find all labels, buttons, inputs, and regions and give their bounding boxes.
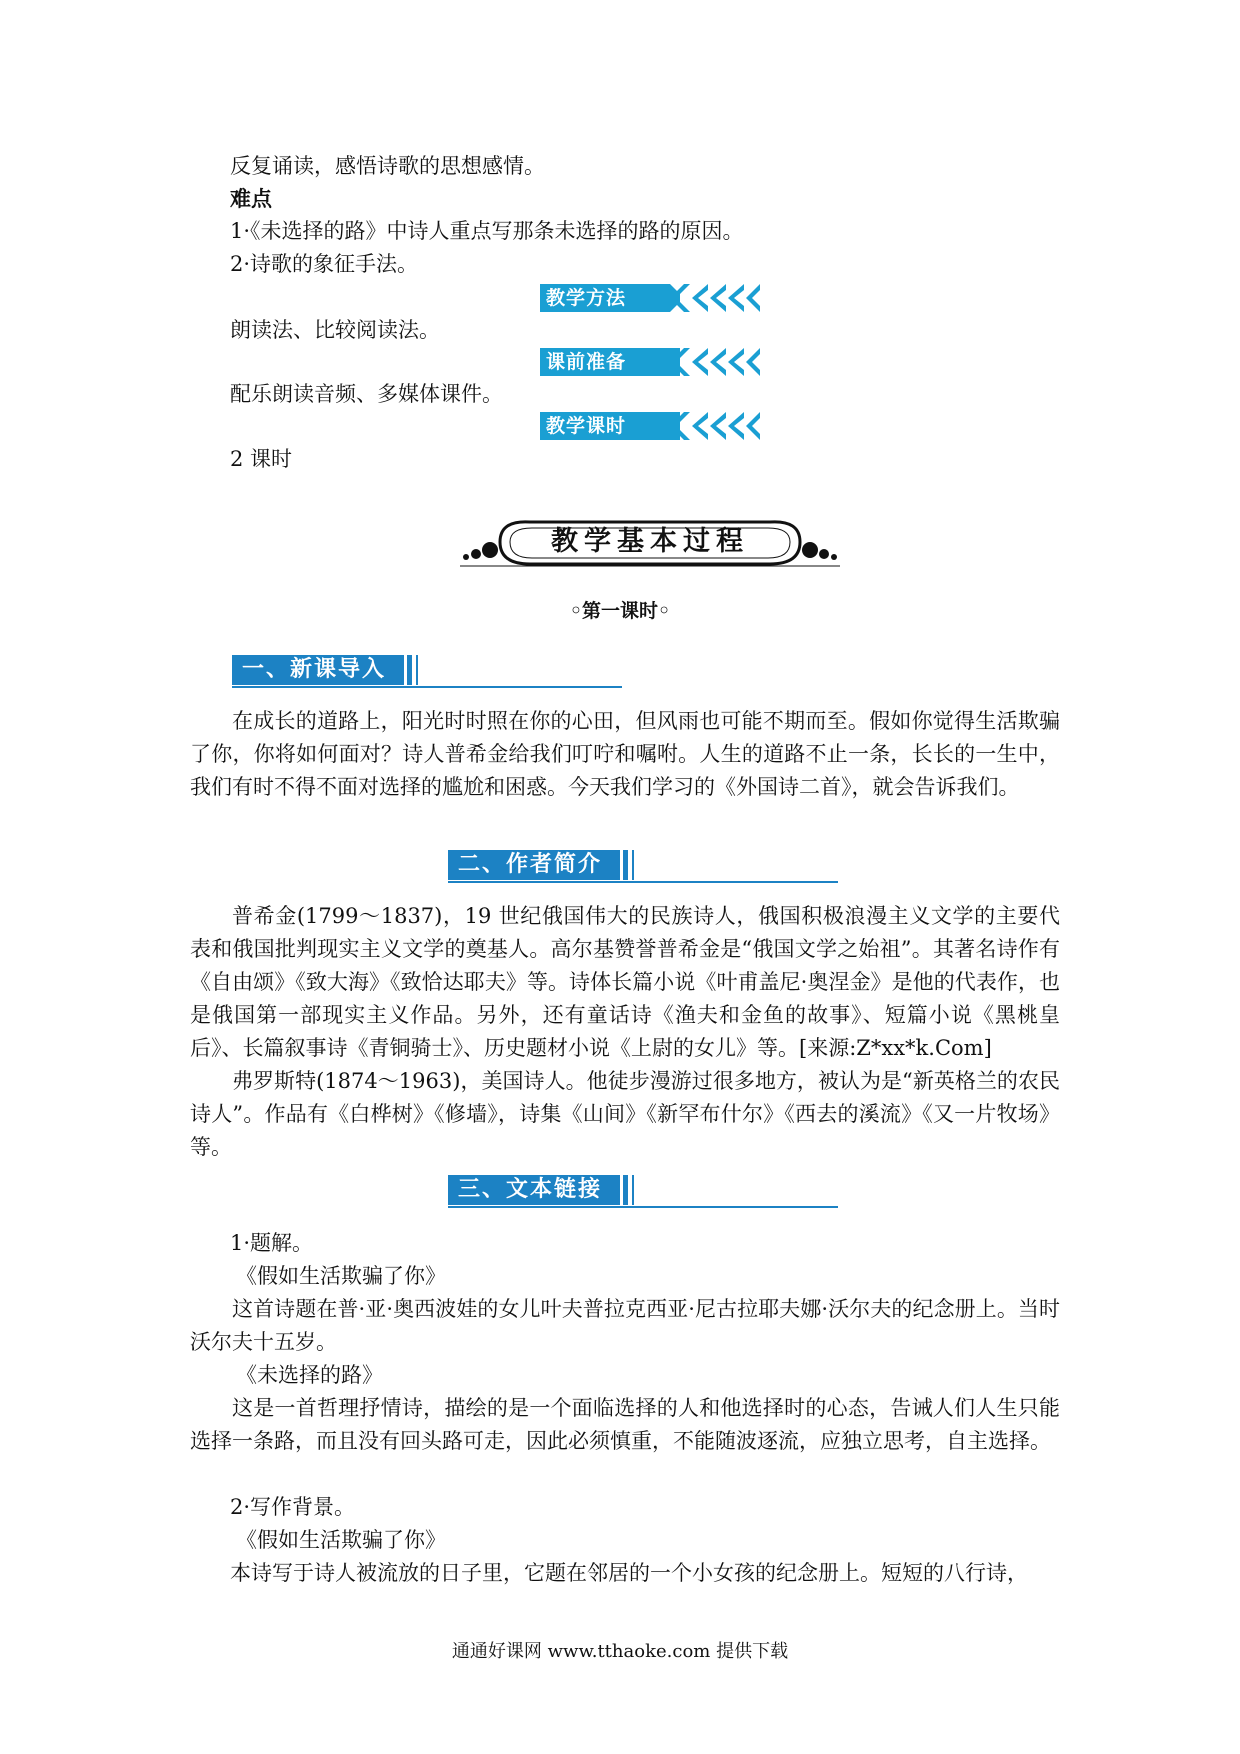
section-heading-text-link: [448, 1175, 848, 1209]
teaching-method-text: 朗读法、比较阅读法。: [230, 318, 440, 342]
poem-title-3: 《假如生活欺骗了你》: [236, 1528, 446, 1552]
class-hours-label: 教学课时: [540, 412, 680, 440]
arrows-icon: [670, 348, 760, 376]
section-heading-intro: [232, 655, 632, 689]
class-prep-label: 课前准备: [540, 348, 680, 376]
banner-title: 教学基本过程: [551, 526, 749, 557]
intro-paragraph: 在成长的道路上，阳光时时照在你的心田，但风雨也可能不期而至。假如你觉得生活欺骗了你，你将如何面对？诗人普希金给我们叮咛和嘱咐。人生的道路不止一条，长长的一生中，我们有时不得不面对选择的尴尬和困惑。今天我们学习的《外国诗二首》，就会告诉我们。: [190, 709, 1060, 799]
section-label: 三、文本链接: [448, 1175, 620, 1205]
difficulty-item-2: 2·诗歌的象征手法。: [230, 252, 419, 276]
key-point-text: 反复诵读，感悟诗歌的思想感情。: [230, 154, 545, 178]
difficulty-item-1: 1·《未选择的路》中诗人重点写那条未选择的路的原因。: [230, 219, 744, 243]
lesson-subtitle: ◦第一课时◦: [569, 600, 671, 622]
frost-paragraph: 弗罗斯特(1874～1963)，美国诗人。他徒步漫游过很多地方，被认为是“新英格兰的农民诗人”。作品有《白桦树》《修墙》，诗集《山间》《新罕布什尔》《西去的溪流》《又一片牧场》等。: [190, 1069, 1060, 1159]
section-label: 一、新课导入: [232, 655, 404, 685]
title-explanation-heading: 1·题解。: [230, 1231, 314, 1255]
background-heading: 2·写作背景。: [230, 1495, 356, 1519]
poem-title-2: 《未选择的路》: [236, 1363, 383, 1387]
arrows-icon: [670, 284, 760, 312]
section-label: 二、作者简介: [448, 850, 620, 880]
class-prep-text: 配乐朗读音频、多媒体课件。: [230, 382, 503, 406]
class-prep-tag: [540, 348, 760, 376]
footer-credit: 通通好课网 www.tthaoke.com 提供下载: [451, 1641, 789, 1662]
poem-2-explanation: 这是一首哲理抒情诗，描绘的是一个面临选择的人和他选择时的心态，告诫人们人生只能选择一条路，而且没有回头路可走，因此必须慎重，不能随波逐流，应独立思考，自主选择。: [190, 1396, 1060, 1453]
arrows-icon: [670, 412, 760, 440]
teaching-process-banner: [460, 520, 840, 570]
section-heading-author: [448, 850, 848, 884]
class-hours-tag: [540, 412, 760, 440]
poem-1-explanation: 这首诗题在普·亚·奥西波娃的女儿叶夫普拉克西亚·尼古拉耶夫娜·沃尔夫的纪念册上。当时沃尔夫十五岁。: [190, 1297, 1060, 1354]
class-hours-text: 2 课时: [230, 447, 293, 471]
teaching-method-tag: [540, 284, 760, 312]
difficulty-heading: 难点: [230, 187, 272, 211]
poem-title-1: 《假如生活欺骗了你》: [236, 1264, 446, 1288]
background-paragraph: 本诗写于诗人被流放的日子里，它题在邻居的一个小女孩的纪念册上。短短的八行诗，: [230, 1561, 1028, 1585]
teaching-method-label: 教学方法: [540, 284, 680, 312]
pushkin-paragraph: 普希金(1799～1837)，19 世纪俄国伟大的民族诗人，俄国积极浪漫主义文学的主要代表和俄国批判现实主义文学的奠基人。高尔基赞誉普希金是“俄国文学之始祖”。其著名诗作有《自由颂》《致大海》《致恰达耶夫》等。诗体长篇小说《叶甫盖尼·奥涅金》是他的代表作，也是俄国第一部现实主义作品。另外，还有童话诗《渔夫和金鱼的故事》、短篇小说《黑桃皇后》、长篇叙事诗《青铜骑士》、历史题材小说《上尉的女儿》等。[来源:Z*xx*k.Com]: [190, 904, 1060, 1060]
